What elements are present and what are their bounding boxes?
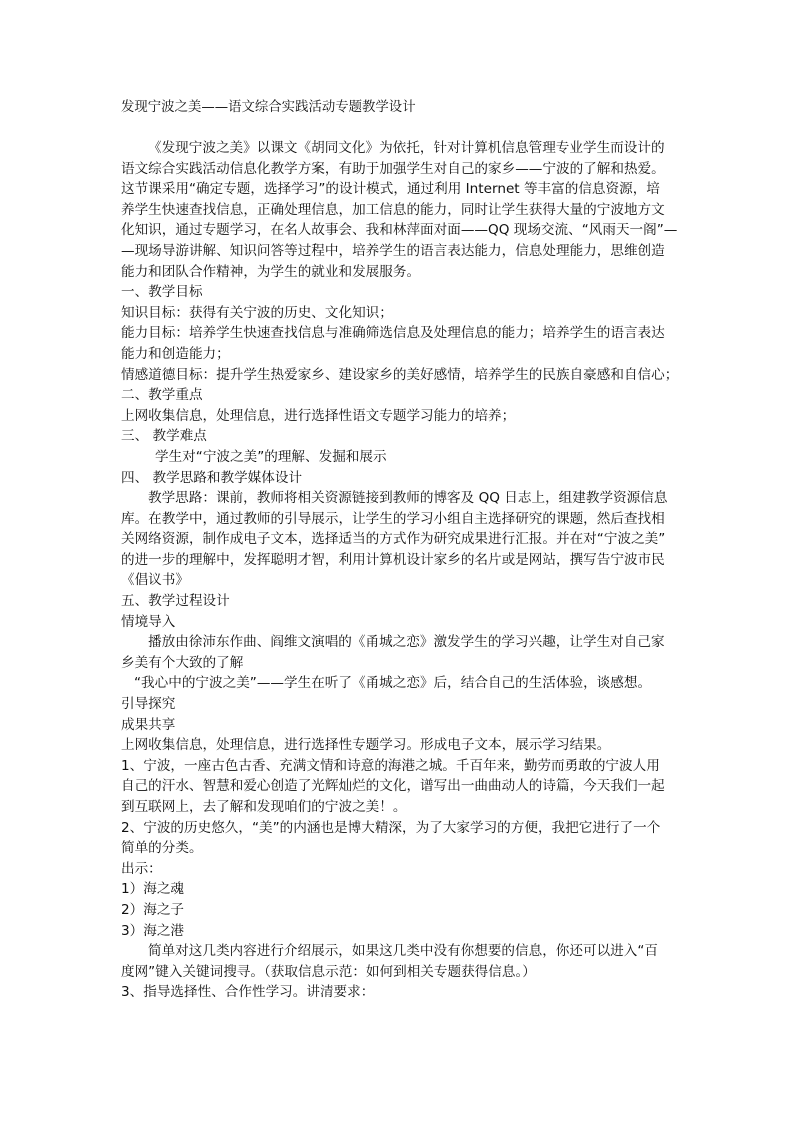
document-title: 发现宁波之美——语文综合实践活动专题教学设计 bbox=[121, 100, 416, 115]
paragraph-line: 学生对“宁波之美”的理解、发掘和展示 bbox=[155, 448, 387, 465]
paragraph-line: 养学生快速查找信息，正确处理信息，加工信息的能力，同时让学生获得大量的宁波地方文 bbox=[121, 201, 665, 218]
paragraph-line: 能力和团队合作精神，为学生的就业和发展服务。 bbox=[121, 263, 421, 280]
paragraph-line: 播放由徐沛东作曲、阎维文演唱的《甬城之恋》激发学生的学习兴趣，让学生对自己家 bbox=[148, 634, 665, 651]
paragraph-line: 情感道德目标：提升学生热爱家乡、建设家乡的美好感情，培养学生的民族自豪感和自信心； bbox=[121, 366, 679, 383]
paragraph-line: 自己的汗水、智慧和爱心创造了光辉灿烂的文化，谱写出一曲曲动人的诗篇，今天我们一起 bbox=[121, 778, 665, 795]
paragraph-line: 到互联网上，去了解和发现咱们的宁波之美！。 bbox=[121, 799, 407, 815]
paragraph-line: 1、宁波，一座古色古香、充满文情和诗意的海港之城。千百年来，勤劳而勇敢的宁波人用 bbox=[121, 757, 660, 774]
paragraph-line: 能力目标：培养学生快速查找信息与准确筛选信息及处理信息的能力；培养学生的语言表达 bbox=[121, 325, 665, 342]
paragraph-line: 上网收集信息，处理信息，进行选择性语文专题学习能力的培养； bbox=[121, 407, 516, 424]
section-heading: 三、 教学难点 bbox=[121, 428, 207, 445]
paragraph-line: 库。在教学中，通过教师的引导展示，让学生的学习小组自主选择研究的课题，然后查找相 bbox=[121, 510, 665, 527]
subsection-heading: 引导探究 bbox=[121, 696, 176, 713]
paragraph-line: 语文综合实践活动信息化教学方案，有助于加强学生对自己的家乡——宁波的了解和热爱。 bbox=[121, 160, 665, 177]
paragraph-line: 《倡议书》 bbox=[121, 572, 189, 589]
section-heading: 四、 教学思路和教学媒体设计 bbox=[121, 469, 303, 486]
paragraph-line: 能力和创造能力； bbox=[121, 345, 230, 362]
list-item: 3）海之港 bbox=[121, 922, 185, 939]
subsection-heading: 情境导入 bbox=[121, 613, 176, 630]
paragraph-line: 《发现宁波之美》以课文《胡同文化》为依托，针对计算机信息管理专业学生而设计的 bbox=[148, 140, 665, 156]
paragraph-line: 知识目标：获得有关宁波的历史、文化知识； bbox=[121, 304, 393, 321]
section-heading: 二、教学重点 bbox=[121, 387, 203, 404]
list-item: 1）海之魂 bbox=[121, 881, 185, 898]
paragraph-line: 的进一步的理解中，发挥聪明才智，利用计算机设计家乡的名片或是网站，撰写告宁波市民 bbox=[121, 551, 665, 568]
section-heading: 五、教学过程设计 bbox=[121, 593, 230, 610]
paragraph-line: 2、宁波的历史悠久，“美”的内涵也是博大精深，为了大家学习的方便，我把它进行了一个 bbox=[121, 819, 661, 836]
paragraph-line: 关网络资源，制作成电子文本，选择适当的方式作为研究成果进行汇报。并在对“宁波之美” bbox=[121, 531, 666, 548]
document-body bbox=[121, 138, 681, 1003]
paragraph-line: 这节课采用“确定专题，选择学习”的设计模式，通过利用 Internet 等丰富的信息资源，培 bbox=[121, 181, 660, 198]
paragraph-line: 出示： bbox=[121, 860, 162, 877]
list-item: 2）海之子 bbox=[121, 901, 185, 918]
paragraph-line: 乡美有个大致的了解 bbox=[121, 654, 244, 671]
paragraph-line: 简单对这几类内容进行介绍展示，如果这几类中没有你想要的信息，你还可以进入“百 bbox=[148, 943, 659, 960]
paragraph-line: 上网收集信息，处理信息，进行选择性专题学习。形成电子文本，展示学习结果。 bbox=[121, 737, 611, 754]
paragraph-line: 化知识，通过专题学习，在名人故事会、我和林萍面对面——QQ 现场交流、“风雨天一阁”— bbox=[121, 222, 678, 239]
subsection-heading: 成果共享 bbox=[121, 716, 176, 733]
paragraph-line: 教学思路：课前，教师将相关资源链接到教师的博客及 QQ 日志上，组建教学资源信息 bbox=[148, 490, 668, 507]
paragraph-line: 简单的分类。 bbox=[121, 840, 203, 857]
paragraph-line: “我心中的宁波之美”——学生在听了《甬城之恋》后，结合自己的生活体验，谈感想。 bbox=[134, 675, 652, 692]
paragraph-line: —现场导游讲解、知识问答等过程中，培养学生的语言表达能力，信息处理能力，思维创造 bbox=[121, 242, 665, 259]
paragraph-line: 度网”键入关键词搜寻。（获取信息示范：如何到相关专题获得信息。） bbox=[121, 963, 536, 980]
section-heading: 一、教学目标 bbox=[121, 284, 203, 301]
paragraph-line: 3、指导选择性、合作性学习。讲清要求： bbox=[121, 984, 375, 1001]
